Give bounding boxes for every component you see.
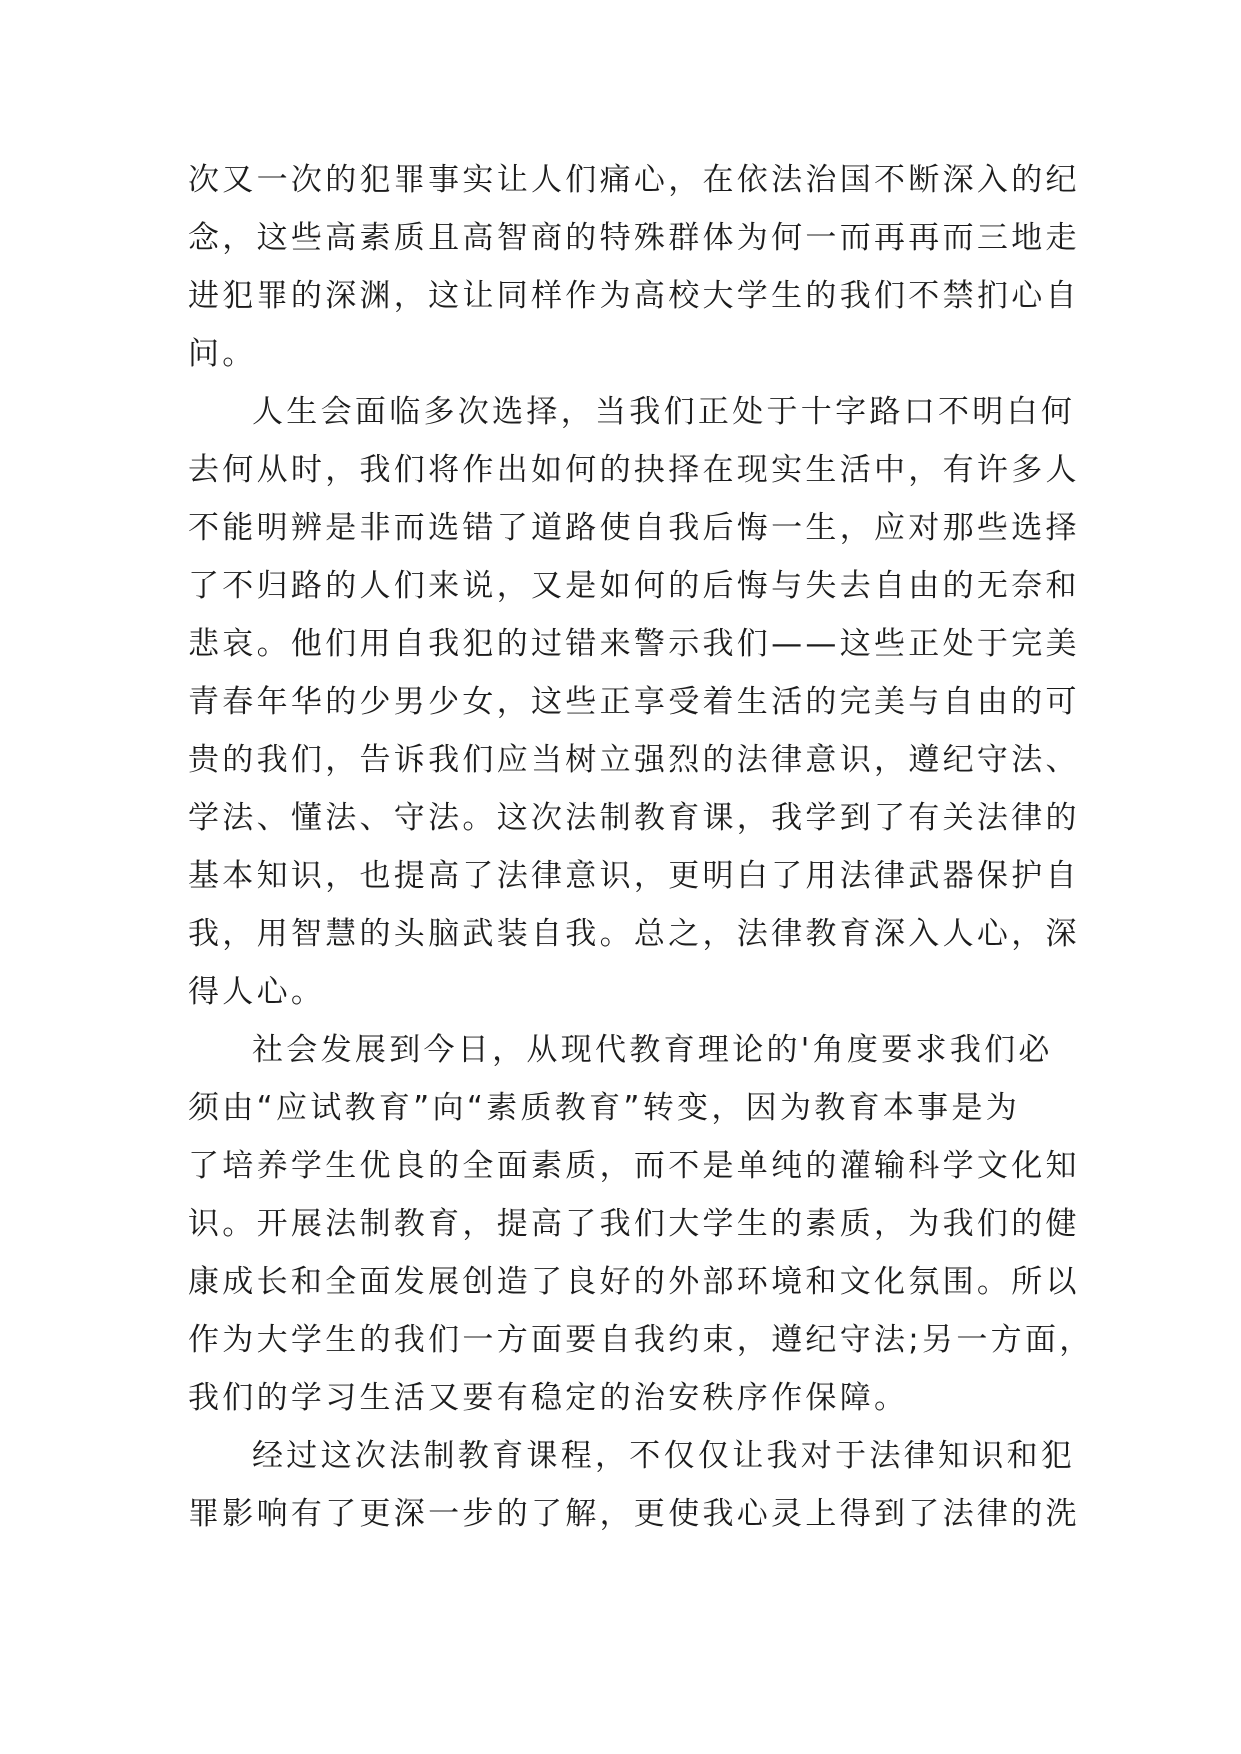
text-line: 须由“应试教育”向“素质教育”转变，因为教育本事是为 xyxy=(188,1090,1021,1126)
text-line: 不能明辨是非而选错了道路使自我后悔一生，应对那些选择 xyxy=(188,510,1080,546)
text-line: 念，这些高素质且高智商的特殊群体为何一而再再而三地走 xyxy=(188,220,1080,256)
text-line: 康成长和全面发展创造了良好的外部环境和文化氛围。所以 xyxy=(188,1264,1080,1300)
text-line: 去何从时，我们将作出如何的抉择在现实生活中，有许多人 xyxy=(188,452,1080,488)
text-line: 进犯罪的深渊，这让同样作为高校大学生的我们不禁扪心自 xyxy=(188,278,1080,314)
text-line: 贵的我们，告诉我们应当树立强烈的法律意识，遵纪守法、 xyxy=(188,742,1080,778)
text-line: 次又一次的犯罪事实让人们痛心，在依法治国不断深入的纪 xyxy=(188,162,1080,198)
text-line: 悲哀。他们用自我犯的过错来警示我们——这些正处于完美 xyxy=(188,626,1080,662)
text-line: 了培养学生优良的全面素质，而不是单纯的灌输科学文化知 xyxy=(188,1148,1080,1184)
text-line: 我，用智慧的头脑武装自我。总之，法律教育深入人心，深 xyxy=(188,916,1080,952)
text-line: 问。 xyxy=(188,336,257,372)
paragraph-first-line: 社会发展到今日，从现代教育理论的'角度要求我们必 xyxy=(252,1032,1053,1068)
text-line: 学法、懂法、守法。这次法制教育课，我学到了有关法律的 xyxy=(188,800,1080,836)
text-line: 作为大学生的我们一方面要自我约束，遵纪守法;另一方面， xyxy=(188,1322,1094,1358)
text-line: 我们的学习生活又要有稳定的治安秩序作保障。 xyxy=(188,1380,909,1416)
paragraph-first-line: 人生会面临多次选择，当我们正处于十字路口不明白何 xyxy=(252,394,1076,430)
text-line: 了不归路的人们来说，又是如何的后悔与失去自由的无奈和 xyxy=(188,568,1080,604)
text-line: 青春年华的少男少女，这些正享受着生活的完美与自由的可 xyxy=(188,684,1080,720)
text-line: 罪影响有了更深一步的了解，更使我心灵上得到了法律的洗 xyxy=(188,1496,1080,1532)
paragraph-first-line: 经过这次法制教育课程，不仅仅让我对于法律知识和犯 xyxy=(252,1438,1076,1474)
text-line: 得人心。 xyxy=(188,974,326,1010)
text-line: 基本知识，也提高了法律意识，更明白了用法律武器保护自 xyxy=(188,858,1080,894)
text-line: 识。开展法制教育，提高了我们大学生的素质，为我们的健 xyxy=(188,1206,1080,1242)
